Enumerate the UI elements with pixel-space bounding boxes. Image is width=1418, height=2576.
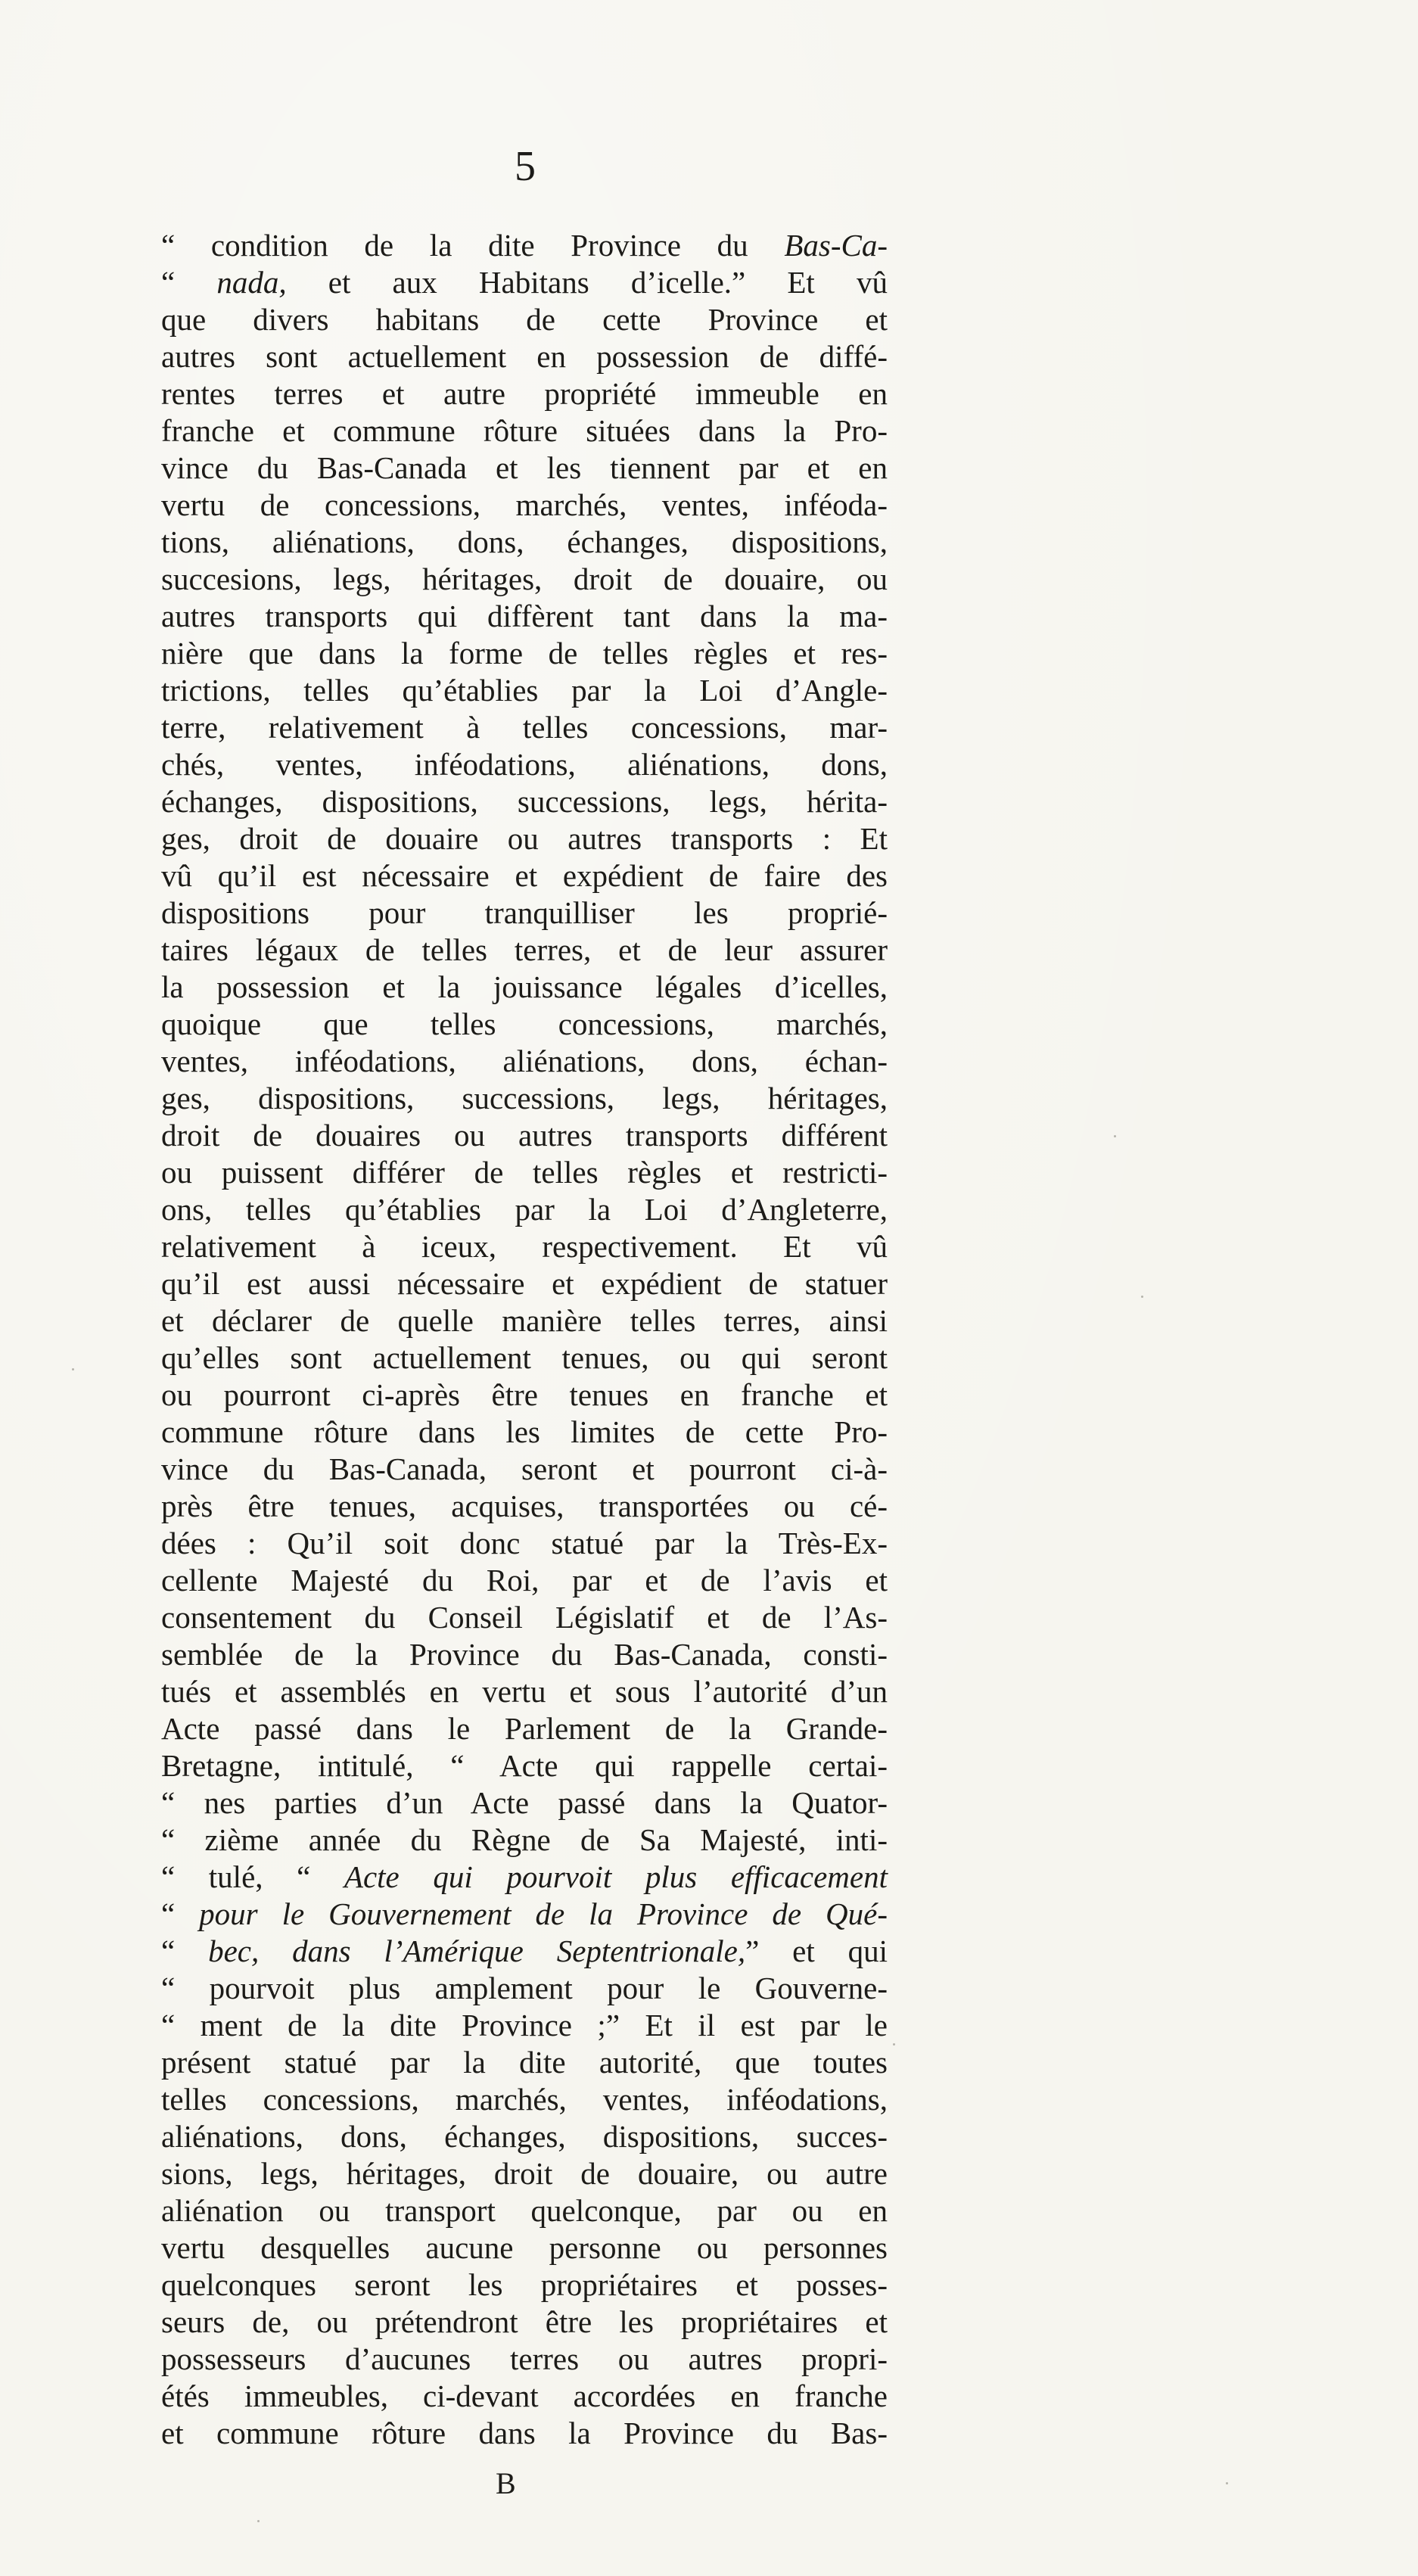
text-segment: vû qu’il est nécessaire et expédient de faire des <box>161 858 888 893</box>
text-line <box>161 1006 888 1043</box>
text-segment: sions, legs, héritages, droit de douaire, ou autre <box>161 2156 888 2191</box>
text-line <box>161 2378 888 2415</box>
text-segment: “ zième année du Règne de Sa Majesté, inti- <box>161 1822 888 1857</box>
text-line <box>161 1859 888 1896</box>
text-segment: et aux Habitans d’icelle.” Et vû <box>286 265 888 300</box>
text-line <box>161 1896 888 1933</box>
text-line <box>161 2118 888 2155</box>
text-line <box>161 1970 888 2007</box>
text-segment: seurs de, ou prétendront être les propriétaires et <box>161 2304 888 2339</box>
text-segment: trictions, telles qu’établies par la Loi d’Angle- <box>161 673 888 708</box>
text-line <box>161 1265 888 1302</box>
text-line <box>161 487 888 524</box>
text-segment: qu’elles sont actuellement tenues, ou qui seront <box>161 1340 888 1375</box>
text-segment: consentement du Conseil Législatif et de l’As- <box>161 1600 888 1635</box>
text-segment: tués et assemblés en vertu et sous l’autorité d’un <box>161 1674 888 1709</box>
text-line <box>161 2192 888 2229</box>
text-segment: “ pourvoit plus amplement pour le Gouverne- <box>161 1971 888 2005</box>
text-line <box>161 1822 888 1859</box>
text-line <box>161 2081 888 2118</box>
text-line <box>161 1117 888 1154</box>
text-line <box>161 1673 888 1710</box>
text-line <box>161 932 888 969</box>
text-line <box>161 227 888 264</box>
text-line <box>161 2304 888 2341</box>
italic-text-segment: Bas-Ca- <box>784 228 888 263</box>
text-line <box>161 783 888 820</box>
text-segment: autres sont actuellement en possession de diffé- <box>161 339 888 374</box>
text-segment: ou puissent différer de telles règles et restricti- <box>161 1155 888 1190</box>
paper-speck <box>1114 1135 1116 1137</box>
text-line <box>161 338 888 375</box>
text-line <box>161 672 888 709</box>
text-segment: ventes, inféodations, aliénations, dons, échan- <box>161 1044 888 1078</box>
text-line <box>161 450 888 487</box>
text-segment: chés, ventes, inféodations, aliénations, dons, <box>161 747 888 782</box>
text-line <box>161 561 888 598</box>
text-line <box>161 1784 888 1822</box>
text-segment: dispositions pour tranquilliser les proprié- <box>161 895 888 930</box>
text-line <box>161 1377 888 1414</box>
text-line <box>161 1933 888 1970</box>
text-line <box>161 2007 888 2044</box>
paper-speck <box>893 2043 895 2046</box>
paper-speck <box>72 1368 74 1370</box>
text-segment: quelconques seront les propriétaires et posses- <box>161 2267 888 2302</box>
text-segment: et déclarer de quelle manière telles terres, ainsi <box>161 1303 888 1338</box>
text-segment: nière que dans la forme de telles règles et res- <box>161 636 888 670</box>
text-segment: franche et commune rôture situées dans la Pro- <box>161 413 888 448</box>
text-segment: vertu de concessions, marchés, ventes, inféoda- <box>161 487 888 522</box>
text-line <box>161 1339 888 1377</box>
text-line <box>161 894 888 932</box>
text-segment: possesseurs d’aucunes terres ou autres propri- <box>161 2341 888 2376</box>
text-segment: commune rôture dans les limites de cette Pro- <box>161 1414 888 1449</box>
text-segment: aliénation ou transport quelconque, par ou en <box>161 2193 888 2228</box>
text-segment: relativement à iceux, respectivement. Et vû <box>161 1229 888 1264</box>
text-segment: ” et qui <box>745 1934 888 1968</box>
italic-text-segment: pour le Gouvernement de la Province de Qué- <box>199 1896 888 1931</box>
italic-text-segment: nada, <box>216 265 287 300</box>
text-line <box>161 1080 888 1117</box>
text-line <box>161 1043 888 1080</box>
text-segment: “ <box>161 265 217 300</box>
text-line <box>161 2155 888 2192</box>
text-segment: “ <box>161 1896 200 1931</box>
text-line <box>161 820 888 857</box>
text-line <box>161 1747 888 1784</box>
signature-mark: B <box>496 2466 518 2500</box>
paper-speck <box>1226 2482 1228 2484</box>
text-line <box>161 746 888 783</box>
text-line <box>161 2341 888 2378</box>
text-line <box>161 1562 888 1599</box>
text-line <box>161 1710 888 1747</box>
text-segment: quoique que telles concessions, marchés, <box>161 1006 888 1041</box>
text-segment: ges, droit de douaire ou autres transports : Et <box>161 821 888 856</box>
text-line <box>161 2044 888 2081</box>
text-line <box>161 264 888 301</box>
text-line <box>161 301 888 338</box>
text-segment: terre, relativement à telles concessions, mar- <box>161 710 888 745</box>
text-line <box>161 1414 888 1451</box>
text-segment: aliénations, dons, échanges, dispositions, succes- <box>161 2119 888 2154</box>
italic-text-segment: bec, dans l’Amérique Septentrionale, <box>208 1934 746 1968</box>
text-line <box>161 1488 888 1525</box>
text-line <box>161 2229 888 2266</box>
text-segment: échanges, dispositions, successions, legs, hérita- <box>161 784 888 819</box>
text-line <box>161 375 888 412</box>
text-line <box>161 1154 888 1191</box>
text-segment: “ condition de la dite Province du <box>161 228 785 263</box>
text-segment: semblée de la Province du Bas-Canada, consti- <box>161 1637 888 1672</box>
text-segment: que divers habitans de cette Province et <box>161 302 888 337</box>
text-segment: rentes terres et autre propriété immeuble en <box>161 376 888 411</box>
body-text <box>161 227 888 2452</box>
paper-speck <box>257 2520 260 2522</box>
text-segment: droit de douaires ou autres transports différent <box>161 1118 888 1153</box>
text-line <box>161 2266 888 2304</box>
text-line <box>161 1599 888 1636</box>
text-segment: et commune rôture dans la Province du Bas- <box>161 2416 888 2450</box>
text-segment: telles concessions, marchés, ventes, inféodations, <box>161 2082 888 2117</box>
text-segment: vertu desquelles aucune personne ou personnes <box>161 2230 888 2265</box>
text-line <box>161 524 888 561</box>
text-segment: vince du Bas-Canada, seront et pourront ci-à- <box>161 1451 888 1486</box>
page-number: 5 <box>515 143 537 190</box>
text-line <box>161 635 888 672</box>
text-segment: vince du Bas-Canada et les tiennent par et en <box>161 450 888 485</box>
text-segment: “ <box>161 1934 209 1968</box>
text-line <box>161 969 888 1006</box>
text-line <box>161 412 888 450</box>
text-segment: qu’il est aussi nécessaire et expédient de statuer <box>161 1266 888 1301</box>
text-segment: tions, aliénations, dons, échanges, dispositions, <box>161 524 888 559</box>
text-segment: ons, telles qu’établies par la Loi d’Angleterre, <box>161 1192 888 1227</box>
text-segment: la possession et la jouissance légales d’icelles, <box>161 969 888 1004</box>
text-segment: ges, dispositions, successions, legs, héritages, <box>161 1081 888 1115</box>
text-segment: succesions, legs, héritages, droit de douaire, ou <box>161 562 888 596</box>
text-line <box>161 709 888 746</box>
text-line <box>161 857 888 894</box>
text-segment: “ tulé, “ <box>161 1859 344 1894</box>
text-segment: Acte passé dans le Parlement de la Grande- <box>161 1711 888 1746</box>
text-line <box>161 1451 888 1488</box>
text-segment: taires légaux de telles terres, et de leur assurer <box>161 932 888 967</box>
text-line <box>161 598 888 635</box>
text-line <box>161 1228 888 1265</box>
text-segment: “ ment de la dite Province ;” Et il est par le <box>161 2008 888 2042</box>
text-line <box>161 1302 888 1339</box>
text-line <box>161 1636 888 1673</box>
text-line <box>161 1191 888 1228</box>
text-segment: étés immeubles, ci-devant accordées en franche <box>161 2378 888 2413</box>
text-segment: ou pourront ci-après être tenues en franche et <box>161 1377 888 1412</box>
text-line <box>161 2415 888 2452</box>
text-segment: cellente Majesté du Roi, par et de l’avis et <box>161 1563 888 1598</box>
paper-speck <box>1141 1296 1143 1298</box>
italic-text-segment: Acte qui pourvoit plus efficacement <box>344 1859 888 1894</box>
text-segment: autres transports qui diffèrent tant dans la ma- <box>161 599 888 633</box>
text-segment: près être tenues, acquises, transportées ou cé- <box>161 1489 888 1523</box>
text-segment: “ nes parties d’un Acte passé dans la Quator- <box>161 1785 888 1820</box>
text-segment: Bretagne, intitulé, “ Acte qui rappelle certai- <box>161 1748 888 1783</box>
text-segment: présent statué par la dite autorité, que toutes <box>161 2045 888 2080</box>
text-segment: dées : Qu’il soit donc statué par la Très-Ex- <box>161 1526 888 1560</box>
text-line <box>161 1525 888 1562</box>
